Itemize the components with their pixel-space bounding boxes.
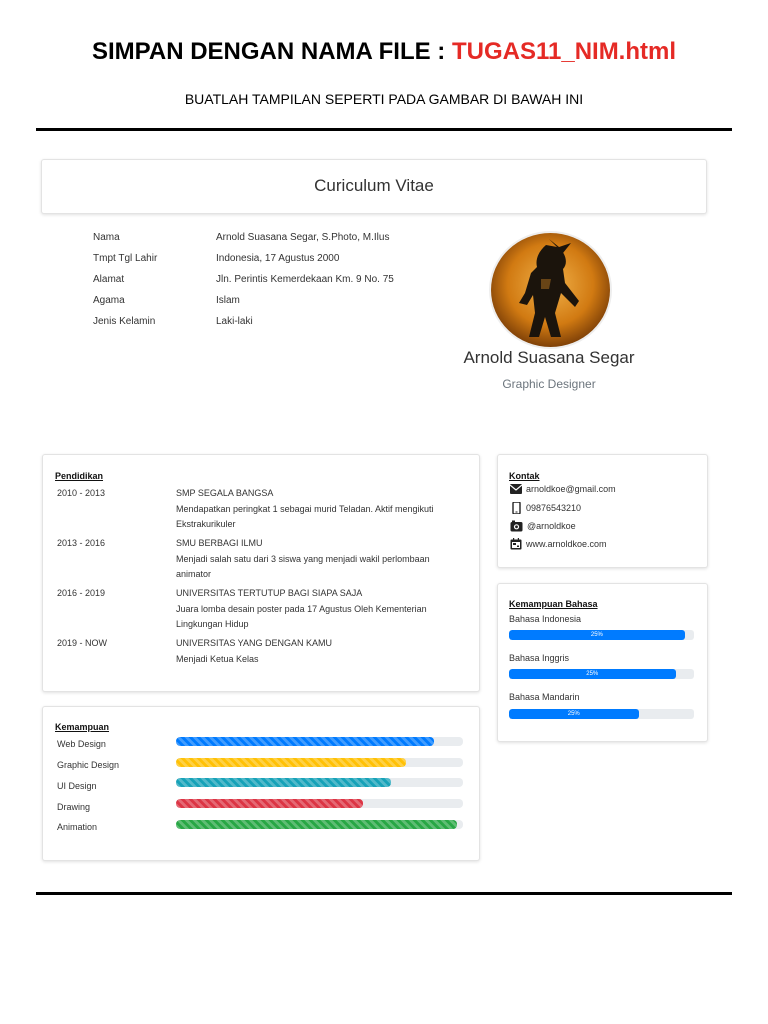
page-heading (0, 38, 768, 66)
contact-website (510, 538, 607, 550)
profile-name: Arnold Suasana Segar (463, 348, 635, 367)
contact-text: @arnoldkoe (527, 521, 576, 531)
education-desc: Juara lomba desain poster pada 17 Agustus Oleh Kementerian Lingkungan Hidup (176, 604, 427, 629)
education-years: 2016 - 2019 (57, 588, 106, 598)
language-fill: 25% (509, 669, 676, 679)
envelope-icon (510, 484, 522, 494)
bio-value: Arnold Suasana Segar, S.Photo, M.Ilus (216, 232, 390, 243)
bio-value: Indonesia, 17 Agustus 2000 (216, 253, 340, 264)
skill-label: Graphic Design (57, 760, 120, 770)
heading-prefix: SIMPAN DENGAN NAMA FILE : (91, 38, 452, 65)
education-years: 2019 - NOW (57, 638, 108, 648)
contact-phone (510, 502, 581, 514)
skill-bar-drawing (176, 799, 463, 808)
skill-fill (176, 799, 363, 808)
language-label: Bahasa Mandarin (509, 692, 580, 702)
education-school: SMP SEGALA BANGSA (176, 488, 274, 498)
bio-label: Alamat (93, 274, 125, 285)
heading-filename: TUGAS11_NIM.html (451, 38, 677, 65)
skill-fill (176, 820, 457, 829)
bio-value: Laki-laki (216, 316, 253, 327)
bio-value: Jln. Perintis Kemerdekaan Km. 9 No. 75 (216, 274, 394, 285)
cv-title-card (41, 159, 707, 214)
language-bar-mandarin (509, 709, 694, 719)
bio-row (93, 232, 394, 253)
bio-label: Jenis Kelamin (93, 316, 156, 327)
skills-title: Kemampuan (55, 722, 110, 732)
bio-table (93, 232, 394, 337)
bio-row (93, 316, 394, 337)
profile-role: Graphic Designer (502, 377, 596, 391)
education-desc: Mendapatkan peringkat 1 sebagai murid Teladan. Aktif mengikuti Ekstrakurikuler (176, 504, 434, 529)
education-school: UNIVERSITAS YANG DENGAN KAMU (176, 638, 333, 648)
page-subtitle: BUATLAH TAMPILAN SEPERTI PADA GAMBAR DI BAWAH INI (184, 91, 584, 107)
skill-bar-web-design (176, 737, 463, 746)
contact-text: arnoldkoe@gmail.com (526, 484, 616, 494)
language-bar-inggris (509, 669, 694, 679)
bio-row (93, 274, 394, 295)
website-icon (510, 538, 522, 550)
bio-row (93, 253, 394, 274)
education-years: 2013 - 2016 (57, 538, 106, 548)
language-bar-indonesia (509, 630, 694, 640)
language-label: Bahasa Inggris (509, 653, 570, 663)
education-desc: Menjadi Ketua Kelas (176, 654, 259, 664)
languages-title: Kemampuan Bahasa (509, 599, 598, 609)
skill-label: Web Design (57, 739, 106, 749)
education-school: UNIVERSITAS TERTUTUP BAGI SIAPA SAJA (176, 588, 363, 598)
bio-label: Nama (93, 232, 120, 243)
bio-label: Agama (93, 295, 125, 306)
skill-fill (176, 737, 434, 746)
contact-instagram (510, 520, 576, 532)
skill-bar-animation (176, 820, 463, 829)
contact-text: www.arnoldkoe.com (526, 539, 607, 549)
skill-bar-ui-design (176, 778, 463, 787)
contact-title: Kontak (509, 471, 540, 481)
language-fill: 25% (509, 630, 685, 640)
skill-bar-graphic-design (176, 758, 463, 767)
bottom-divider (36, 892, 732, 895)
profile-photo (489, 231, 612, 349)
contact-text: 09876543210 (526, 503, 582, 513)
bio-label: Tmpt Tgl Lahir (93, 253, 158, 264)
cv-title: Curiculum Vitae (314, 176, 434, 195)
phone-icon (510, 502, 522, 514)
instagram-icon (510, 520, 523, 532)
education-years: 2010 - 2013 (57, 488, 106, 498)
language-label: Bahasa Indonesia (509, 614, 582, 624)
skill-label: UI Design (57, 781, 97, 791)
language-fill: 25% (509, 709, 639, 719)
contact-email (510, 484, 616, 494)
bio-value: Islam (216, 295, 240, 306)
skill-fill (176, 758, 406, 767)
skill-fill (176, 778, 391, 787)
top-divider (36, 128, 732, 131)
education-title: Pendidikan (55, 471, 104, 481)
skill-label: Animation (57, 822, 98, 832)
bio-row (93, 295, 394, 316)
skill-label: Drawing (57, 802, 91, 812)
education-school: SMU BERBAGI ILMU (176, 538, 263, 548)
education-desc: Menjadi salah satu dari 3 siswa yang menjadi wakil perlombaan animator (176, 554, 430, 579)
